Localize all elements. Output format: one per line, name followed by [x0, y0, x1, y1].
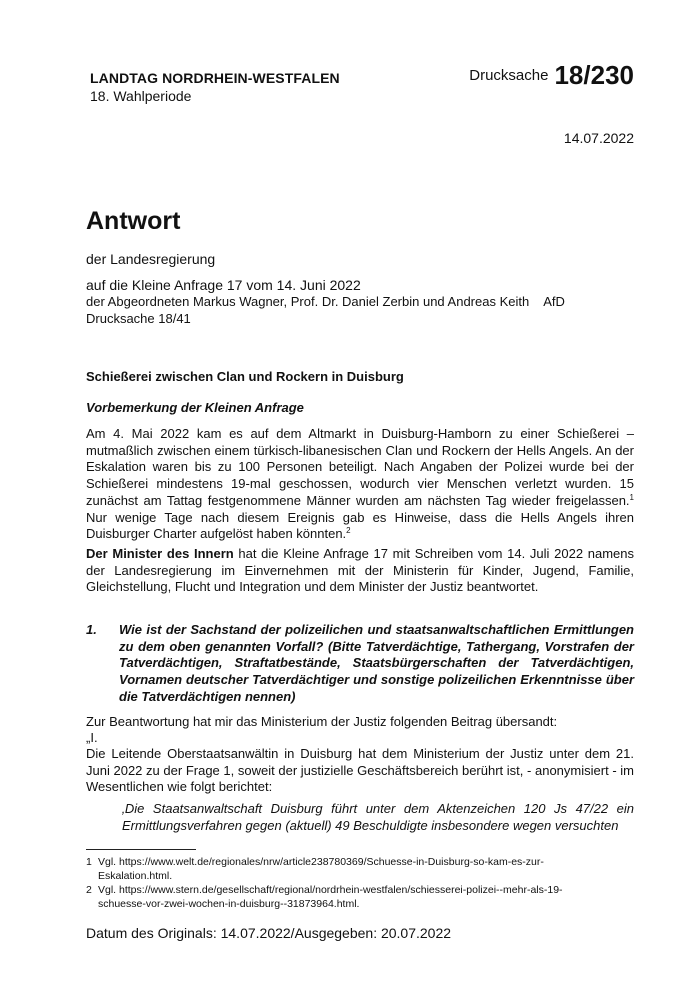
footnote-link[interactable]: Vgl. https://www.stern.de/gesellschaft/regional/nordrhein-westfalen/schiesserei-polizei--mehr-als-19- [98, 884, 563, 896]
prelim-heading: Vorbemerkung der Kleinen Anfrage [86, 400, 304, 415]
source-drucksache: Drucksache 18/41 [86, 311, 191, 326]
document-title: Antwort [86, 207, 181, 235]
footnote-link-cont[interactable]: Eskalation.html. [98, 869, 173, 882]
prelim-text-2: Nur wenige Tage nach diesem Ereignis gab es Hinweise, dass die Hells Angels ihren Duisburger Charter aufgelöst haben könnten. [86, 509, 634, 542]
footnote-2 [86, 884, 634, 911]
question-number: 1. [86, 622, 97, 637]
minister-name: Der Minister des Innern [86, 546, 234, 561]
footnote-1 [86, 856, 634, 883]
prelim-paragraph [86, 426, 634, 543]
footnote-link[interactable]: Vgl. https://www.welt.de/regionales/nrw/article238780369/Schuesse-in-Duisburg-so-kam-es-zur- [98, 856, 544, 868]
subject-heading: Schießerei zwischen Clan und Rockern in Duisburg [86, 369, 404, 384]
footnote-link-cont[interactable]: schuesse-vor-zwei-wochen-in-duisburg--31873964.html. [98, 897, 360, 910]
answer-intro: Zur Beantwortung hat mir das Ministerium der Justiz folgenden Beitrag übersandt: [86, 714, 558, 729]
footnote-divider [86, 849, 196, 850]
legislative-period: 18. Wahlperiode [90, 88, 192, 104]
answer-paragraph: Die Leitende Oberstaatsanwältin in Duisburg hat dem Ministerium der Justiz unter dem 21. Juni 2022 zu der Frage 1, soweit der justizielle Geschäftsbereich berührt ist, - anonymisiert - im Wesentlichen wie folgt berichtet: [86, 746, 634, 795]
quoted-report: ‚Die Staatsanwaltschaft Duisburg führt unter dem Aktenzeichen 120 Js 47/22 ein Ermittlungsverfahren gegen (aktuell) 49 Beschuldigte insbesondere wegen versuchten [122, 801, 634, 833]
authors: der Abgeordneten Markus Wagner, Prof. Dr. Daniel Zerbin und Andreas Keith [86, 294, 530, 309]
minister-text: hat die Kleine Anfrage 17 mit Schreiben vom 14. Juli 2022 namens der Landesregierung im Einvernehmen mit der Ministerin für Kinder, Jugend, Familie, Gleichstellung, Flucht und Integration und dem Minister der Justiz beantwortet. [86, 546, 634, 595]
authors-line [86, 294, 565, 309]
party: AfD [543, 294, 565, 309]
publication-dates: Datum des Originals: 14.07.2022/Ausgegeben: 20.07.2022 [86, 925, 452, 941]
parliament-name: LANDTAG NORDRHEIN-WESTFALEN [90, 70, 340, 86]
prelim-text: Am 4. Mai 2022 kam es auf dem Altmarkt in Duisburg-Hamborn zu einer Schießerei – mutmaßlich zwischen einem türkisch-libanesischen Clan und Rockern der Hells Angels. An der Eskalation waren bis zu 100 Personen beteiligt. Nach Angaben der Polizei wurde bei der Schießerei mindestens 19-mal geschossen, wodurch vier Menschen verletzt wurden. 15 zunächst am Tattag festgenommene Männer wurden am nächsten Tag wieder freigelassen. [86, 426, 634, 508]
footnote-ref-2[interactable]: 2 [346, 526, 351, 536]
drucksache-header [469, 60, 634, 91]
question-text: Wie ist der Sachstand der polizeilichen und staatsanwaltschaftlichen Ermittlungen zu dem oben genannten Vorfall? (Bitte Tatverdächtige, Tathergang, Vorstrafen der Tatverdächtigen, Straftatbestände, Staatsbürgerschaften der Tatverdächtigen, Vornamen deutscher Tatverdächtiger und sonstige polizeilichen Erkenntnisse über die Tatverdächtigen nennen) [119, 622, 634, 704]
inquiry-reference: auf die Kleine Anfrage 17 vom 14. Juni 2022 [86, 277, 361, 293]
minister-paragraph [86, 546, 634, 596]
footnote-mark: 1 [86, 856, 92, 868]
footnote-ref-1[interactable]: 1 [629, 492, 634, 502]
answer-section-marker: „I. [86, 730, 98, 745]
drucksache-number: 18/230 [554, 60, 634, 90]
footnote-mark: 2 [86, 884, 92, 896]
document-date: 14.07.2022 [563, 130, 634, 146]
answer-from: der Landesregierung [86, 251, 216, 267]
drucksache-label: Drucksache [469, 67, 549, 84]
